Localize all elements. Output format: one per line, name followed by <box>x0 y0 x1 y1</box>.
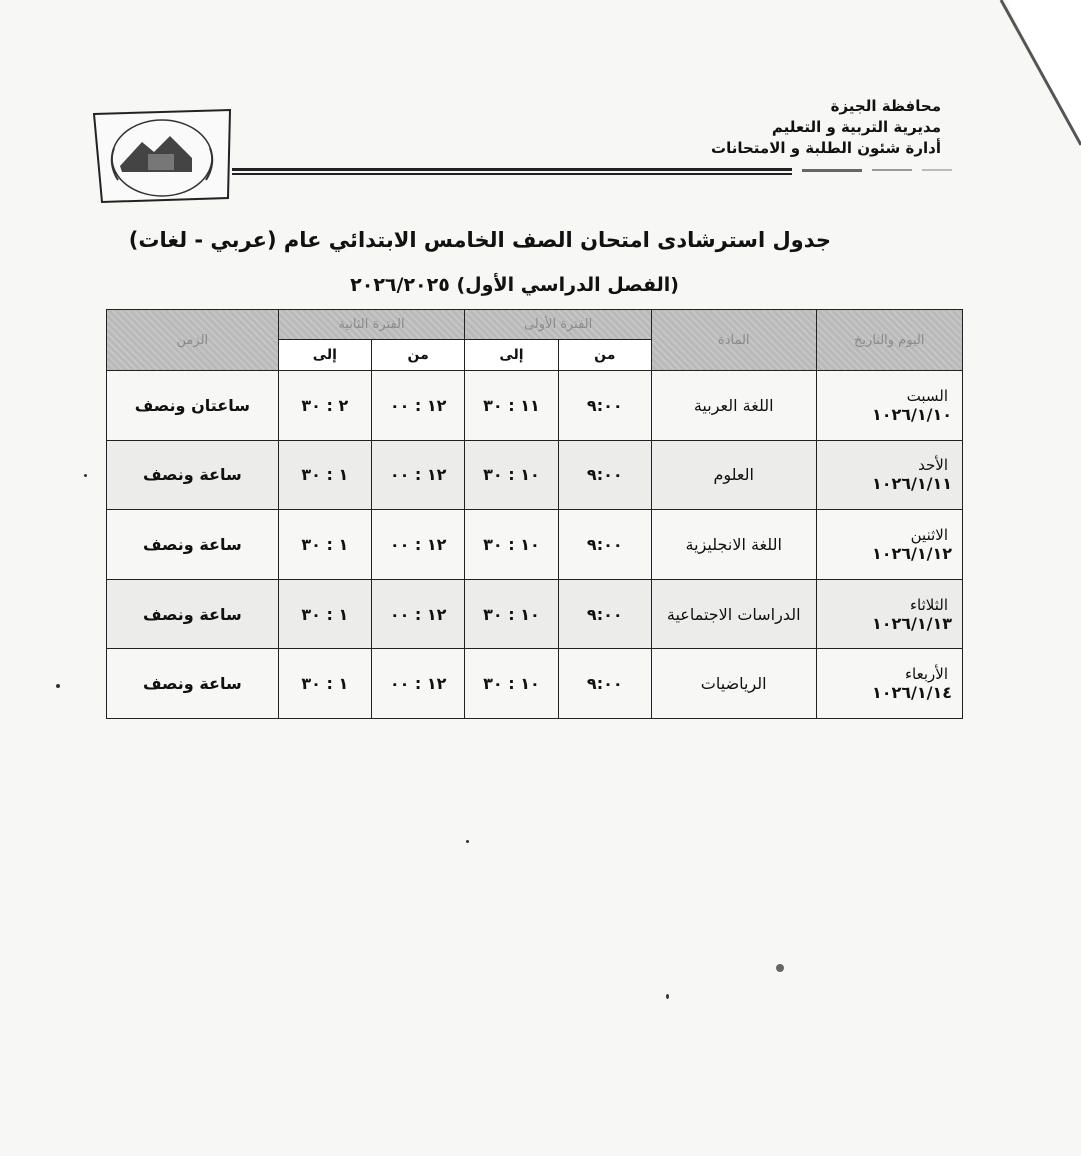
p2-to-cell: ١ : ٣٠ <box>278 440 371 510</box>
p2-from-cell: ١٢ : ٠٠ <box>371 440 464 510</box>
header-p1-to: إلى <box>465 340 558 371</box>
exam-date: ١٠٢٦/١/١٠ <box>871 404 952 424</box>
duration-cell: ساعة ونصف <box>107 440 279 510</box>
header-duration: الزمن <box>107 310 279 371</box>
table-row <box>107 371 963 441</box>
p1-from-cell: ٩:٠٠ <box>558 510 651 580</box>
department-line: أدارة شئون الطلبة و الامتحانات <box>711 139 941 157</box>
duration-cell: ساعة ونصف <box>107 579 279 649</box>
p1-to-cell: ١١ : ٣٠ <box>465 371 558 441</box>
p2-to-cell: ١ : ٣٠ <box>278 649 371 719</box>
day-name: الأحد <box>918 456 948 475</box>
day-name: الأربعاء <box>904 665 948 684</box>
exam-date: ١٠٢٦/١/١٣ <box>871 613 952 633</box>
p2-to-cell: ٢ : ٣٠ <box>278 371 371 441</box>
p1-from-cell: ٩:٠٠ <box>558 579 651 649</box>
document-subtitle: (الفصل الدراسي الأول) ٢٠٢٦/٢٠٢٥ <box>350 274 679 296</box>
p2-from-cell: ١٢ : ٠٠ <box>371 579 464 649</box>
subject-cell: الرياضيات <box>651 649 816 719</box>
day-name: السبت <box>906 386 948 405</box>
day-name: الاثنين <box>910 525 948 544</box>
day-date-cell <box>816 510 963 580</box>
day-name: الثلاثاء <box>909 595 948 614</box>
subject-cell: اللغة الانجليزية <box>651 510 816 580</box>
duration-cell: ساعة ونصف <box>107 510 279 580</box>
p1-from-cell: ٩:٠٠ <box>558 440 651 510</box>
table-row <box>107 440 963 510</box>
p2-from-cell: ١٢ : ٠٠ <box>371 371 464 441</box>
table-row <box>107 579 963 649</box>
subject-cell: العلوم <box>651 440 816 510</box>
header-second-period: الفترة الثانية <box>278 310 465 340</box>
subject-cell: اللغة العربية <box>651 371 816 441</box>
subject-cell: الدراسات الاجتماعية <box>651 579 816 649</box>
governorate-line: محافظة الجيزة <box>830 97 941 115</box>
official-seal-logo <box>92 108 232 204</box>
scan-speck <box>776 964 784 972</box>
header-divider-line <box>232 166 992 178</box>
header-day-date: اليوم والتاريخ <box>816 310 963 371</box>
scan-speck <box>666 994 669 999</box>
exam-schedule-table <box>106 309 963 719</box>
exam-date: ١٠٢٦/١/١٢ <box>871 543 952 563</box>
p1-to-cell: ١٠ : ٣٠ <box>465 649 558 719</box>
day-date-cell <box>816 440 963 510</box>
issuer-header <box>711 96 941 159</box>
day-date-cell <box>816 579 963 649</box>
header-p2-to: إلى <box>278 340 371 371</box>
p2-from-cell: ١٢ : ٠٠ <box>371 649 464 719</box>
exam-date: ١٠٢٦/١/١١ <box>871 474 952 494</box>
directorate-line: مديرية التربية و التعليم <box>771 118 941 136</box>
scan-speck <box>84 474 87 477</box>
day-date-cell <box>816 371 963 441</box>
page-fold-shadow <box>961 0 1081 150</box>
p1-to-cell: ١٠ : ٣٠ <box>465 579 558 649</box>
p1-from-cell: ٩:٠٠ <box>558 371 651 441</box>
p1-from-cell: ٩:٠٠ <box>558 649 651 719</box>
table-header-row <box>107 310 963 340</box>
day-date-cell <box>816 649 963 719</box>
header-subject: المادة <box>651 310 816 371</box>
document-title: جدول استرشادى امتحان الصف الخامس الابتدائي عام (عربي - لغات) <box>128 228 831 252</box>
p1-to-cell: ١٠ : ٣٠ <box>465 510 558 580</box>
p2-from-cell: ١٢ : ٠٠ <box>371 510 464 580</box>
scan-speck <box>466 840 469 843</box>
duration-cell: ساعة ونصف <box>107 649 279 719</box>
p2-to-cell: ١ : ٣٠ <box>278 510 371 580</box>
header-first-period: الفترة الأولى <box>465 310 652 340</box>
p2-to-cell: ١ : ٣٠ <box>278 579 371 649</box>
p1-to-cell: ١٠ : ٣٠ <box>465 440 558 510</box>
table-row <box>107 510 963 580</box>
scan-speck <box>56 684 60 688</box>
header-p1-from: من <box>558 340 651 371</box>
header-p2-from: من <box>371 340 464 371</box>
exam-date: ١٠٢٦/١/١٤ <box>871 683 952 703</box>
table-row <box>107 649 963 719</box>
duration-cell: ساعتان ونصف <box>107 371 279 441</box>
